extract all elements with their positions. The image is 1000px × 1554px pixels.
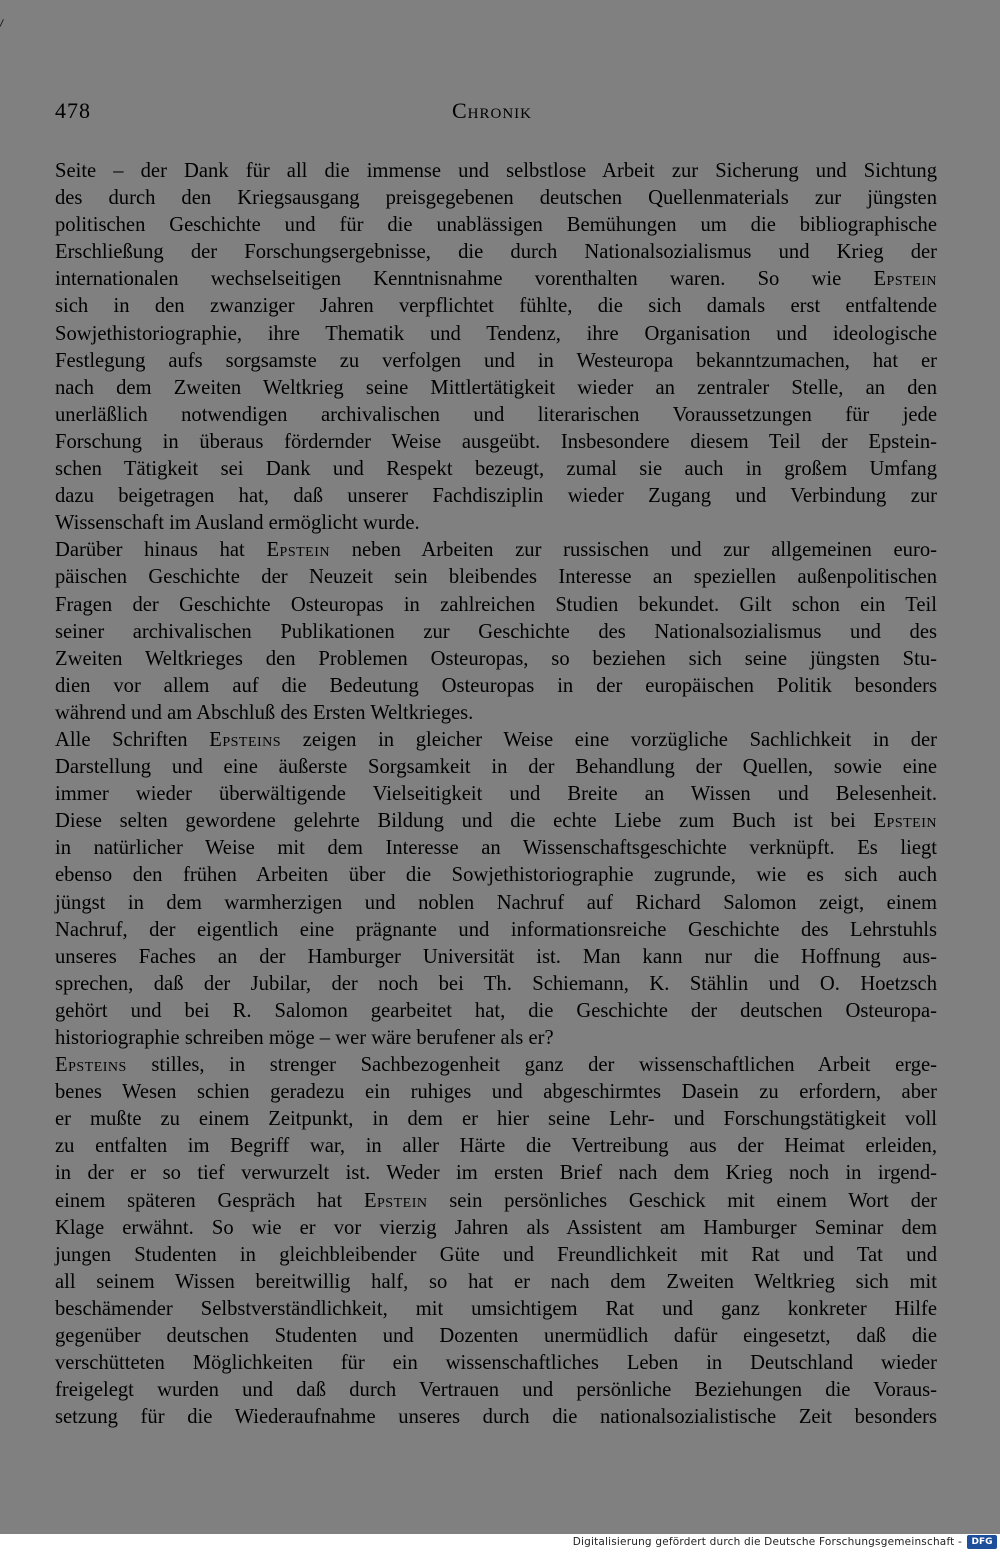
- footer-credit: Digitalisierung gefördert durch die Deutsche Forschungsgemeinschaft -: [572, 1536, 962, 1548]
- text-line: während und am Abschluß des Ersten Weltkrieges.: [55, 701, 474, 724]
- text-line: einem späteren Gespräch hat Epstein sein persönliches Geschick mit einem Wort der: [55, 1189, 937, 1212]
- text-line: Darüber hinaus hat Epstein neben Arbeiten zur russischen und zur allgemeinen euro-: [55, 539, 937, 562]
- text-line: des durch den Kriegsausgang preisgegebenen deutschen Quellenmaterials zur jüngsten: [55, 187, 937, 210]
- name-small-caps: Epsteins: [55, 1054, 127, 1077]
- name-small-caps: Epstein: [363, 1189, 428, 1212]
- text-line: gegenüber deutschen Studenten und Dozenten unermüdlich dafür eingesetzt, daß die: [55, 1325, 937, 1348]
- text-line: sprechen, daß der Jubilar, der noch bei Th. Schiemann, K. Stählin und O. Hoetzsch: [55, 972, 937, 995]
- text-line: all seinem Wissen bereitwillig half, so hat er nach dem Zweiten Weltkrieg sich mit: [55, 1270, 937, 1293]
- text-line: Klage erwähnt. So wie er vor vierzig Jahren als Assistent am Hamburger Seminar dem: [55, 1216, 937, 1239]
- text-line: päischen Geschichte der Neuzeit sein bleibendes Interesse an speziellen außenpolitischen: [55, 566, 937, 589]
- text-line: unseres Faches an der Hamburger Universität ist. Man kann nur die Hoffnung aus-: [55, 945, 937, 968]
- text-line: Zweiten Weltkrieges den Problemen Osteuropas, so beziehen sich seine jüngsten Stu-: [55, 647, 937, 670]
- text-line: beschämender Selbstverständlichkeit, mit umsichtigem Rat und ganz konkreter Hilfe: [55, 1297, 937, 1320]
- corner-scan-mark: [0, 19, 8, 29]
- text-line: immer wieder überwältigende Vielseitigkeit und Breite an Wissen und Belesenheit.: [55, 783, 937, 806]
- text-line: jungen Studenten in gleichbleibender Güte und Freundlichkeit mit Rat und Tat und: [55, 1243, 937, 1266]
- name-small-caps: Epstein: [266, 539, 330, 562]
- name-small-caps: Epstein: [873, 810, 937, 833]
- text-line: verschütteten Möglichkeiten für ein wissenschaftliches Leben in Deutschland wieder: [55, 1352, 937, 1375]
- text-line: in natürlicher Weise mit dem Interesse an Wissenschaftsgeschichte verknüpft. Es liegt: [55, 837, 937, 860]
- text-line: gehört und bei R. Salomon gearbeitet hat, die Geschichte der deutschen Osteuropa-: [55, 999, 937, 1022]
- text-line: Alle Schriften Epsteins zeigen in gleicher Weise eine vorzügliche Sachlichkeit in der: [55, 728, 937, 751]
- text-line: zu entfalten im Begriff war, in aller Härte die Vertreibung aus der Heimat erleiden,: [55, 1135, 937, 1158]
- text-line: schen Tätigkeit sei Dank und Respekt bezeugt, zumal sie auch in großem Umfang: [55, 458, 937, 481]
- text-line: Erschließung der Forschungsergebnisse, die durch Nationalsozialismus und Krieg der: [55, 241, 937, 264]
- text-line: ebenso den frühen Arbeiten über die Sowjethistoriographie zugrunde, wie es sich auch: [55, 864, 937, 887]
- text-line: Forschung in überaus fördernder Weise ausgeübt. Insbesondere diesem Teil der Epstein-: [55, 430, 937, 453]
- text-line: Nachruf, der eigentlich eine prägnante und informationsreiche Geschichte des Lehrstuhls: [55, 918, 937, 941]
- text-line: Festlegung aufs sorgsamste zu verfolgen und in Westeuropa bekanntzumachen, hat er: [55, 349, 937, 372]
- text-line: Seite – der Dank für all die immense und selbstlose Arbeit zur Sicherung und Sichtung: [55, 160, 937, 182]
- name-small-caps: Epstein: [873, 268, 937, 291]
- text-line: politischen Geschichte und für die unablässigen Bemühungen um die bibliographische: [55, 214, 937, 237]
- dfg-logo: DFG: [967, 1535, 997, 1549]
- text-line: dazu beigetragen hat, daß unserer Fachdisziplin wieder Zugang und Verbindung zur: [55, 485, 937, 508]
- text-line: freigelegt wurden und daß durch Vertrauen und persönliche Beziehungen die Voraus-: [55, 1379, 937, 1402]
- text-line: historiographie schreiben möge – wer wäre berufener als er?: [55, 1027, 554, 1049]
- text-line: jüngst in dem warmherzigen und noblen Nachruf auf Richard Salomon zeigt, einem: [55, 891, 937, 914]
- page-number: 478: [55, 98, 91, 123]
- text-line: sich in den zwanziger Jahren verpflichtet fühlte, die sich damals erst entfaltende: [55, 295, 937, 318]
- text-line: setzung für die Wiederaufnahme unseres durch die nationalsozialistische Zeit besonders: [55, 1406, 937, 1429]
- text-line: seiner archivalischen Publikationen zur Geschichte des Nationalsozialismus und des: [55, 620, 937, 643]
- text-line: unerläßlich notwendigen archivalischen und literarischen Voraussetzungen für jede: [55, 403, 937, 426]
- text-line: Diese selten gewordene gelehrte Bildung und die echte Liebe zum Buch ist bei Epstein: [55, 810, 937, 833]
- body-text: [55, 158, 937, 1431]
- text-line: Sowjethistoriographie, ihre Thematik und Tendenz, ihre Organisation und ideologische: [55, 322, 937, 345]
- text-line: in der er so tief verwurzelt ist. Weder im ersten Brief nach dem Krieg noch in irgend-: [55, 1162, 937, 1185]
- text-line: Wissenschaft im Ausland ermöglicht wurde.: [55, 512, 420, 535]
- text-line: Fragen der Geschichte Osteuropas in zahlreichen Studien bekundet. Gilt schon ein Teil: [55, 593, 937, 616]
- text-line: nach dem Zweiten Weltkrieg seine Mittlertätigkeit wieder an zentraler Stelle, an den: [55, 376, 937, 399]
- text-line: benes Wesen schien geradezu ein ruhiges und abgeschirmtes Dasein zu erfordern, aber: [55, 1081, 937, 1104]
- running-head: Chronik: [452, 98, 533, 123]
- text-line: er mußte zu einem Zeitpunkt, in dem er hier seine Lehr- und Forschungstätigkeit voll: [55, 1108, 937, 1131]
- text-line: dien vor allem auf die Bedeutung Osteuropas in der europäischen Politik besonders: [55, 674, 937, 697]
- text-line: internationalen wechselseitigen Kenntnisnahme vorenthalten waren. So wie Epstein: [55, 268, 937, 291]
- text-line: Darstellung und eine äußerste Sorgsamkeit in der Behandlung der Quellen, sowie eine: [55, 756, 937, 779]
- text-line: Epsteins stilles, in strenger Sachbezogenheit ganz der wissenschaftlichen Arbeit erge-: [55, 1054, 937, 1077]
- name-small-caps: Epsteins: [209, 728, 282, 751]
